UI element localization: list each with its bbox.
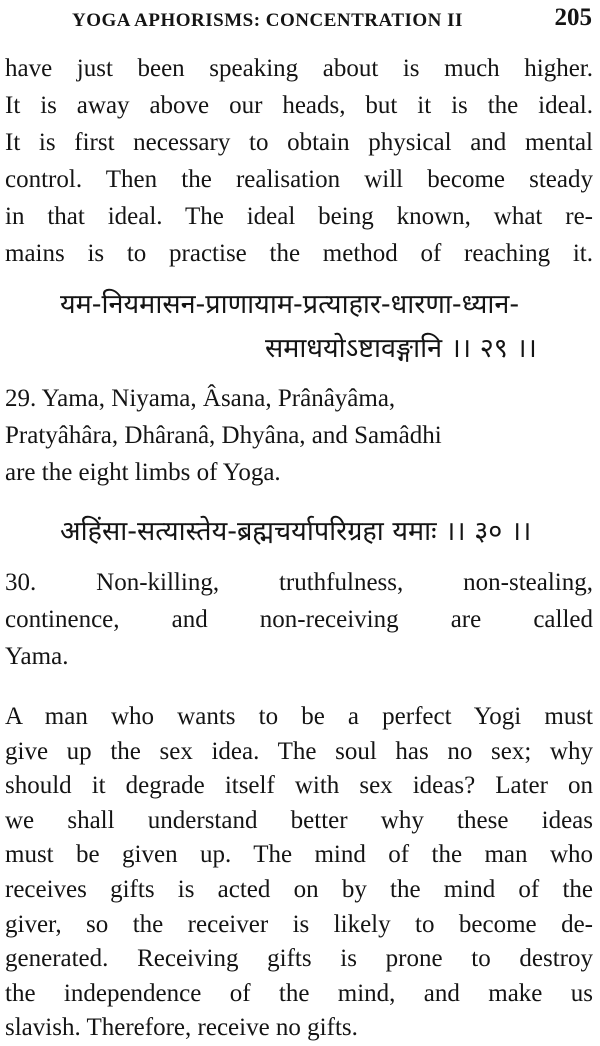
text-line: It is away above our heads, but it is the ideal.	[5, 92, 593, 119]
text-line: should it degrade itself with sex ideas? Later on	[5, 772, 593, 800]
translation-line: 30. Non-killing, truthfulness, non-stealing,	[5, 569, 593, 596]
text-line: must be given up. The mind of the man who	[5, 841, 593, 869]
text-line: have just been speaking about is much higher.	[5, 55, 593, 82]
translation-line: Pratyâhâra, Dhâranâ, Dhyâna, and Samâdhi	[5, 422, 442, 449]
running-head: YOGA APHORISMS: CONCENTRATION II	[72, 10, 463, 31]
text-line: in that ideal. The ideal being known, what re-	[5, 203, 593, 230]
translation-line: 29. Yama, Niyama, Âsana, Prânâyâma,	[5, 385, 396, 412]
text-line: It is first necessary to obtain physical and mental	[5, 129, 593, 156]
page-header	[0, 2, 600, 38]
text-line: giver, so the receiver is likely to become de-	[5, 910, 593, 938]
text-line: give up the sex idea. The soul has no sex; why	[5, 737, 593, 765]
text-line: control. Then the realisation will become steady	[5, 166, 593, 193]
text-line: mains is to practise the method of reaching it.	[5, 240, 593, 267]
translation-line: continence, and non-receiving are called	[5, 606, 593, 633]
sanskrit-verse-line: यम-नियमासन-प्राणायाम-प्रत्याहार-धारणा-ध्यान-	[60, 289, 520, 320]
text-line: A man who wants to be a perfect Yogi must	[5, 703, 593, 730]
page-number: 205	[554, 4, 592, 31]
text-line: we shall understand better why these ideas	[5, 806, 593, 834]
translation-line: are the eight limbs of Yoga.	[5, 459, 281, 486]
text-line: generated. Receiving gifts is prone to destroy	[5, 945, 593, 973]
text-line: the independence of the mind, and make us	[5, 979, 593, 1007]
sanskrit-verse-line: समाधयोऽष्टावङ्गानि ।। २९ ।।	[265, 333, 537, 364]
translation-line: Yama.	[5, 643, 69, 670]
sanskrit-verse-line: अहिंसा-सत्यास्तेय-ब्रह्मचर्यापरिग्रहा यमाः ।। ३० ।।	[60, 516, 532, 547]
text-line: slavish. Therefore, receive no gifts.	[5, 1014, 358, 1042]
text-line: receives gifts is acted on by the mind of the	[5, 876, 593, 903]
